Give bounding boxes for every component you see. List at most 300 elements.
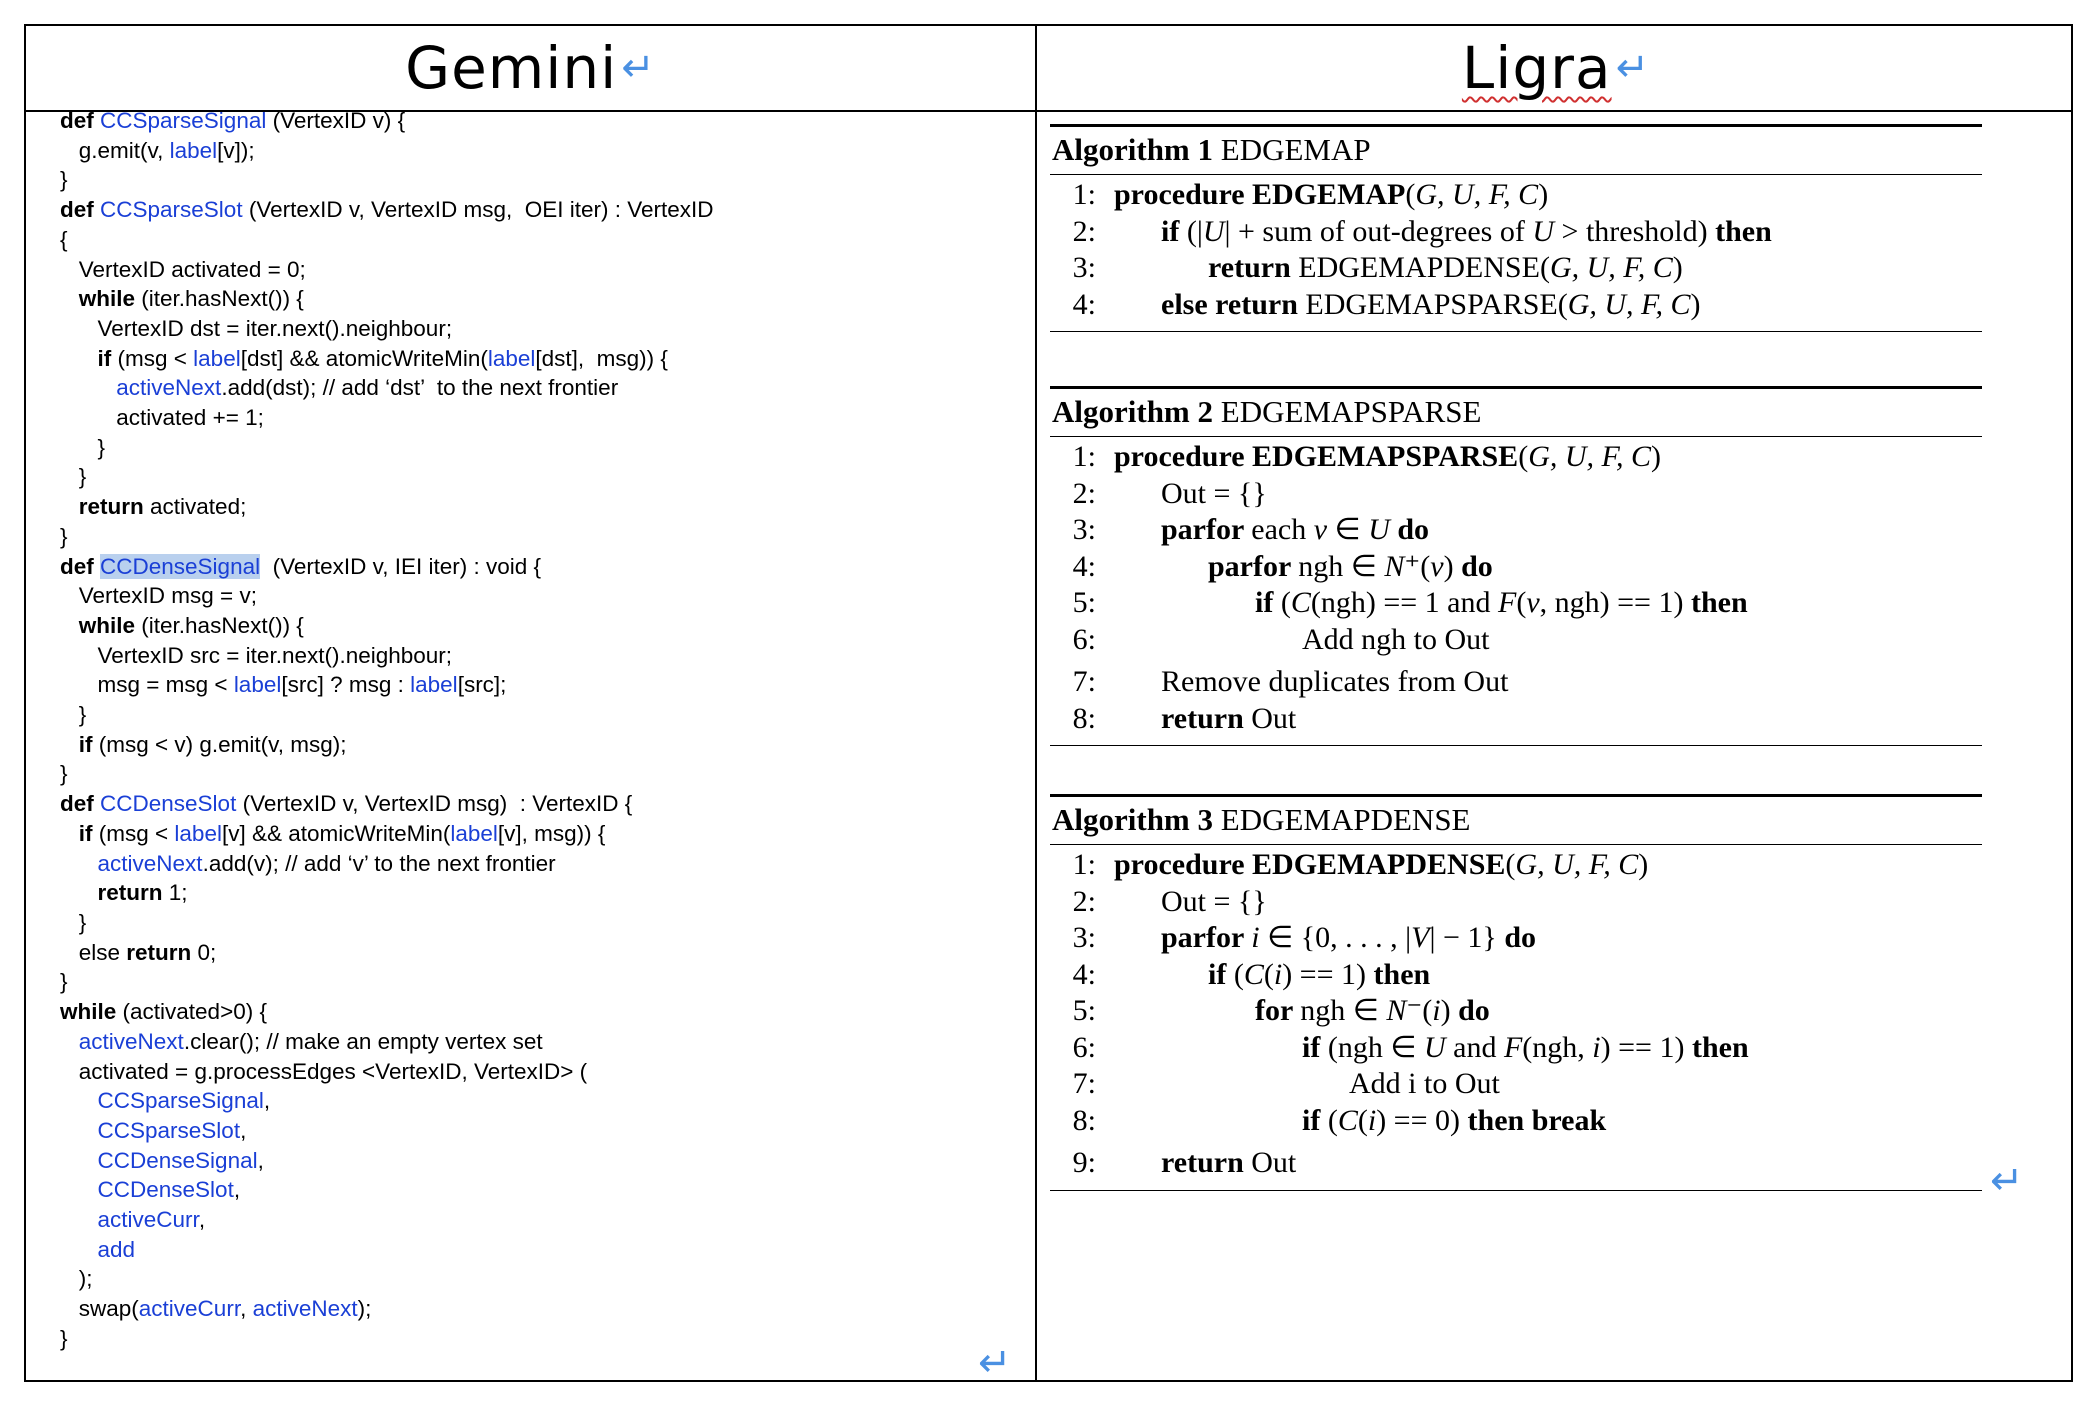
line-token: ) == 1) xyxy=(1282,957,1374,991)
line-token: C xyxy=(1290,586,1311,619)
line-token: if xyxy=(1302,1030,1328,1064)
code-token xyxy=(60,1148,98,1173)
code-token: activeNext xyxy=(252,1296,358,1322)
code-token: CCSparseSlot xyxy=(100,197,243,223)
algorithm-line xyxy=(1050,920,1982,957)
algorithm-2-box xyxy=(1050,386,1982,746)
code-token: return xyxy=(78,494,144,520)
line-number: 4: xyxy=(1072,549,1096,583)
line-body xyxy=(1114,1103,1606,1140)
algorithm-line xyxy=(1050,1145,1982,1182)
code-token: (VertexID v) { xyxy=(266,108,406,133)
line-token: ) xyxy=(1690,287,1701,321)
line-body xyxy=(1114,549,1493,586)
code-token xyxy=(60,1207,98,1232)
line-token: procedure xyxy=(1114,440,1253,473)
code-line xyxy=(60,433,1000,463)
line-token: ( xyxy=(1505,848,1516,881)
code-token: (VertexID v, VertexID msg) : VertexID { xyxy=(236,791,633,817)
line-token: then xyxy=(1691,1030,1749,1064)
line-token: Out = {} xyxy=(1161,884,1267,918)
line-token: i xyxy=(1432,994,1441,1027)
gemini-code-block xyxy=(60,106,1000,1354)
code-token: CCDenseSignal xyxy=(97,1147,258,1173)
line-token: do xyxy=(1389,513,1430,546)
code-token: CCDenseSlot xyxy=(97,1177,234,1203)
line-token: return xyxy=(1161,1146,1252,1179)
code-token: [v]); xyxy=(217,137,255,163)
code-token: while xyxy=(78,612,136,638)
code-token: label xyxy=(193,345,241,371)
code-token: ); xyxy=(60,1266,93,1292)
line-token: U xyxy=(1532,214,1555,248)
code-line xyxy=(60,1235,1000,1265)
code-line xyxy=(60,284,1000,314)
code-token: activeNext xyxy=(97,850,203,876)
line-token: i xyxy=(1273,957,1283,991)
line-token: Remove duplicates from Out xyxy=(1161,665,1509,698)
line-token: return xyxy=(1161,701,1252,735)
code-token: ); xyxy=(357,1296,372,1322)
line-body xyxy=(1114,250,1683,287)
line-token: ) == 1) xyxy=(1600,1030,1692,1064)
code-line xyxy=(60,403,1000,433)
algorithm-label: Algorithm 1 xyxy=(1052,132,1221,167)
line-number: 2: xyxy=(1072,476,1096,510)
line-body xyxy=(1114,214,1772,251)
line-token: (| xyxy=(1186,214,1203,248)
paragraph-return-icon: ↵ xyxy=(1990,1159,2024,1203)
code-token xyxy=(60,880,98,905)
line-token: U xyxy=(1202,214,1225,248)
line-token: N xyxy=(1384,549,1405,583)
code-line xyxy=(60,1205,1000,1235)
line-token: v xyxy=(1313,513,1328,546)
algorithm-lines xyxy=(1050,845,1982,1191)
algorithm-label: Algorithm 3 xyxy=(1052,802,1221,837)
line-token: i xyxy=(1367,1103,1377,1137)
line-body xyxy=(1114,920,1536,957)
code-token: label xyxy=(174,820,222,846)
code-token: (iter.hasNext()) { xyxy=(135,612,304,638)
code-token: } xyxy=(60,761,68,787)
line-token: ( xyxy=(1539,251,1550,284)
code-token: if xyxy=(78,820,93,846)
code-token: .add(dst); // add ‘dst’ to the next frontier xyxy=(221,375,619,401)
line-token: Out xyxy=(1251,1146,1297,1179)
line-token: Out = {} xyxy=(1161,476,1267,510)
line-body xyxy=(1114,1145,1296,1182)
code-token: activeCurr xyxy=(97,1207,199,1233)
code-line xyxy=(60,373,1000,403)
code-token: activeCurr xyxy=(138,1296,241,1322)
code-line xyxy=(60,1086,1000,1116)
code-token xyxy=(60,1088,98,1113)
line-token: ⁻( xyxy=(1406,994,1433,1027)
line-token: if xyxy=(1161,214,1187,248)
line-token: then xyxy=(1690,586,1748,619)
code-token: label xyxy=(410,672,458,698)
line-token: if xyxy=(1255,586,1281,619)
code-line xyxy=(60,1175,1000,1205)
code-token: } xyxy=(60,434,106,460)
code-line xyxy=(60,670,1000,700)
line-number: 5: xyxy=(1072,994,1096,1027)
line-token: U xyxy=(1368,513,1390,546)
code-token: CCSparseSignal xyxy=(97,1088,264,1114)
line-number: 3: xyxy=(1072,513,1096,546)
algorithm-line xyxy=(1050,177,1982,214)
code-line xyxy=(60,611,1000,641)
line-token: ( xyxy=(1557,287,1568,321)
code-token: activated = g.processEdges <VertexID, VertexID> ( xyxy=(60,1058,588,1084)
code-line xyxy=(60,849,1000,879)
code-token: } xyxy=(60,1325,68,1351)
code-token: .add(v); // add ‘v’ to the next frontier xyxy=(202,850,556,876)
line-token: do xyxy=(1458,994,1490,1027)
line-token: procedure xyxy=(1114,848,1253,881)
code-token: (VertexID v, VertexID msg, OEI iter) : VertexID xyxy=(242,197,714,223)
line-token: each xyxy=(1251,513,1314,546)
code-line xyxy=(60,700,1000,730)
code-line xyxy=(60,492,1000,522)
line-token: C xyxy=(1337,1103,1358,1137)
code-token: (msg < xyxy=(111,345,194,371)
line-token: return xyxy=(1208,251,1299,284)
line-token: ( xyxy=(1516,586,1527,619)
line-number: 7: xyxy=(1072,665,1096,698)
code-token: } xyxy=(60,969,68,995)
code-line xyxy=(60,908,1000,938)
code-token: 0; xyxy=(191,939,217,965)
code-token: return xyxy=(97,880,163,906)
code-token: CCSparseSlot xyxy=(97,1117,241,1143)
line-token: ( xyxy=(1280,586,1291,619)
code-token: def xyxy=(60,197,101,223)
line-token: for xyxy=(1255,994,1301,1027)
code-token: VertexID src = iter.next().neighbour; xyxy=(60,642,453,668)
algorithm-1-box xyxy=(1050,124,1982,332)
line-body xyxy=(1114,884,1267,921)
line-token: do xyxy=(1461,549,1493,583)
line-number: 2: xyxy=(1072,214,1096,248)
code-token: (iter.hasNext()) { xyxy=(135,286,304,312)
line-token: ( xyxy=(1405,178,1416,211)
code-token: activated; xyxy=(143,494,247,520)
code-token: [src]; xyxy=(457,672,507,698)
algorithm-lines xyxy=(1050,437,1982,746)
code-token: label xyxy=(169,137,218,163)
code-token: swap( xyxy=(60,1296,139,1322)
line-token: ) xyxy=(1672,251,1683,284)
algorithm-name: EDGEMAPDENSE xyxy=(1220,802,1471,837)
line-token: then xyxy=(1373,957,1431,991)
line-token: and xyxy=(1445,1030,1504,1064)
code-token xyxy=(60,1237,98,1262)
code-token: CCDenseSlot xyxy=(100,791,237,817)
line-token: ( xyxy=(1357,1103,1368,1137)
line-token: N xyxy=(1386,994,1407,1027)
code-line xyxy=(60,314,1000,344)
code-token: activated += 1; xyxy=(60,405,264,431)
code-token: CCSparseSignal xyxy=(100,108,267,133)
line-body xyxy=(1114,287,1701,324)
code-line xyxy=(60,1057,1000,1087)
code-token: , xyxy=(198,1207,206,1233)
line-token: G, U, F, C xyxy=(1528,440,1651,473)
algorithm-line xyxy=(1050,287,1982,324)
algorithm-line xyxy=(1050,993,1982,1030)
algorithm-line xyxy=(1050,664,1982,701)
code-line xyxy=(60,641,1000,671)
line-token: ) xyxy=(1440,994,1459,1027)
code-token: while xyxy=(78,286,136,312)
code-token: } xyxy=(60,523,68,549)
code-token: (msg < v) g.emit(v, msg); xyxy=(92,731,347,757)
line-token: EDGEMAPSPARSE xyxy=(1252,440,1519,473)
header-gemini xyxy=(26,26,1035,110)
paragraph-return-icon: ↵ xyxy=(978,1341,1012,1385)
code-token: [v] && atomicWriteMin( xyxy=(221,820,451,846)
algorithm-line xyxy=(1050,476,1982,513)
algorithm-line xyxy=(1050,439,1982,476)
line-token: ∈ {0, . . . , | xyxy=(1259,921,1412,954)
paragraph-return-icon: ↵ xyxy=(621,45,656,91)
algorithm-line xyxy=(1050,1066,1982,1103)
line-body xyxy=(1114,622,1490,659)
line-number: 6: xyxy=(1072,622,1096,656)
code-token: } xyxy=(60,167,68,193)
line-token: if xyxy=(1208,957,1234,991)
line-token: U xyxy=(1423,1030,1446,1064)
line-token: Add ngh to Out xyxy=(1302,622,1490,656)
algorithm-name: EDGEMAPSPARSE xyxy=(1220,394,1482,429)
line-token: Out xyxy=(1251,701,1297,735)
code-token xyxy=(60,613,79,638)
line-number: 1: xyxy=(1072,440,1096,473)
code-token: label xyxy=(450,820,498,846)
line-token: i xyxy=(1592,1030,1601,1064)
code-line xyxy=(60,255,1000,285)
code-line xyxy=(60,878,1000,908)
line-token: > threshold) xyxy=(1554,214,1716,248)
code-line xyxy=(60,1146,1000,1176)
line-token: ) xyxy=(1443,549,1462,583)
line-token: ∈ xyxy=(1327,513,1369,546)
line-number: 1: xyxy=(1072,178,1096,211)
line-body xyxy=(1114,847,1648,884)
code-token: VertexID msg = v; xyxy=(60,583,257,609)
code-line xyxy=(60,344,1000,374)
code-token: msg = msg < xyxy=(60,672,234,698)
code-token: def xyxy=(60,791,101,817)
paragraph-return-icon: ↵ xyxy=(1615,45,1651,91)
line-number: 7: xyxy=(1072,1067,1096,1100)
header-ligra xyxy=(1037,26,2075,110)
code-line xyxy=(60,1264,1000,1294)
code-token: (activated>0) { xyxy=(116,999,267,1025)
code-token: 1; xyxy=(162,880,188,906)
line-number: 6: xyxy=(1072,1030,1096,1064)
line-token: F xyxy=(1497,586,1517,619)
code-line xyxy=(60,1324,1000,1354)
code-token: , xyxy=(263,1088,271,1114)
line-token: ) xyxy=(1538,178,1549,211)
line-token: then xyxy=(1715,214,1772,248)
code-line xyxy=(60,552,1000,582)
line-token: (ngh ∈ xyxy=(1327,1030,1424,1064)
code-token: [src] ? msg : xyxy=(281,672,411,698)
code-token: [dst] && atomicWriteMin( xyxy=(240,345,488,371)
code-token xyxy=(60,375,116,400)
line-number: 8: xyxy=(1072,1103,1096,1137)
line-token: ( xyxy=(1233,957,1244,991)
algorithm-name: EDGEMAP xyxy=(1220,132,1371,167)
line-number: 4: xyxy=(1072,287,1096,321)
code-token: if xyxy=(78,731,93,757)
algorithm-line xyxy=(1050,1103,1982,1140)
code-line xyxy=(60,1294,1000,1324)
code-token xyxy=(60,1118,98,1143)
code-token: .clear(); // make an empty vertex set xyxy=(183,1028,543,1054)
code-token: label xyxy=(487,345,536,371)
line-token: parfor xyxy=(1208,549,1299,583)
line-body xyxy=(1114,993,1490,1030)
algorithm-line xyxy=(1050,847,1982,884)
line-number: 3: xyxy=(1072,251,1096,284)
code-token: def xyxy=(60,108,101,133)
line-token: parfor xyxy=(1161,921,1252,954)
code-line xyxy=(60,1027,1000,1057)
algorithm-line xyxy=(1050,250,1982,287)
line-token: if xyxy=(1302,1103,1328,1137)
line-body xyxy=(1114,664,1508,701)
code-token: } xyxy=(60,464,87,490)
code-line xyxy=(60,967,1000,997)
code-token xyxy=(60,494,79,519)
code-token: , xyxy=(240,1296,253,1322)
line-body xyxy=(1114,476,1267,513)
code-token: return xyxy=(126,939,192,965)
algorithm-line xyxy=(1050,957,1982,994)
code-line xyxy=(60,106,1000,136)
algorithm-line xyxy=(1050,701,1982,738)
code-line xyxy=(60,522,1000,552)
line-token: G, U, F, C xyxy=(1515,848,1639,881)
line-number: 9: xyxy=(1072,1146,1096,1179)
code-token: activeNext xyxy=(116,375,222,401)
code-line xyxy=(60,195,1000,225)
line-token: G, U, F, C xyxy=(1415,178,1539,211)
code-token: VertexID dst = iter.next().neighbour; xyxy=(60,315,453,341)
line-token: Add i to Out xyxy=(1349,1067,1500,1100)
code-token: if xyxy=(97,345,112,371)
line-number: 1: xyxy=(1072,848,1096,881)
code-token: , xyxy=(233,1177,241,1203)
line-number: 5: xyxy=(1072,586,1096,619)
line-token: (ngh) == 1 and xyxy=(1310,586,1498,619)
code-token: } xyxy=(60,909,87,935)
line-token: then break xyxy=(1467,1103,1607,1137)
line-token: ) == 0) xyxy=(1376,1103,1468,1137)
line-token: v xyxy=(1430,549,1444,583)
algorithm-3-box xyxy=(1050,794,1982,1191)
line-token: ⁺( xyxy=(1404,549,1431,583)
line-token: v xyxy=(1526,586,1540,619)
code-token: add xyxy=(97,1236,136,1262)
code-token xyxy=(60,286,79,311)
line-body xyxy=(1114,701,1296,738)
line-token: ) xyxy=(1651,440,1661,473)
algorithm-title xyxy=(1050,794,1982,845)
code-token: (VertexID v, IEI iter) : void { xyxy=(260,553,542,579)
code-token: { xyxy=(60,226,68,252)
algorithm-line xyxy=(1050,622,1982,659)
code-token: activeNext xyxy=(78,1028,184,1054)
line-token: parfor xyxy=(1161,513,1252,546)
line-token: ngh ∈ xyxy=(1298,549,1385,583)
code-token xyxy=(60,821,79,846)
line-token: ( xyxy=(1327,1103,1338,1137)
line-token: ( xyxy=(1518,440,1529,473)
code-token: (msg < xyxy=(92,820,175,846)
line-token: EDGEMAPSPARSE xyxy=(1305,287,1558,321)
line-number: 4: xyxy=(1072,957,1096,991)
code-token: [v], msg)) { xyxy=(497,820,606,846)
line-body xyxy=(1114,1066,1500,1103)
code-line xyxy=(60,225,1000,255)
line-body xyxy=(1114,957,1430,994)
line-token: | + sum of out-degrees of xyxy=(1224,214,1533,248)
code-line xyxy=(60,462,1000,492)
code-token xyxy=(60,851,98,876)
algorithm-title xyxy=(1050,386,1982,437)
code-line xyxy=(60,819,1000,849)
column-divider xyxy=(1035,26,1037,1380)
line-token: V xyxy=(1411,921,1430,954)
line-token: EDGEMAPDENSE xyxy=(1252,848,1506,881)
code-line xyxy=(60,1116,1000,1146)
line-token: i xyxy=(1251,921,1260,954)
algorithm-title xyxy=(1050,124,1982,175)
code-line xyxy=(60,165,1000,195)
code-token: def xyxy=(60,553,101,579)
header-ligra-label: Ligra xyxy=(1461,34,1612,102)
line-number: 8: xyxy=(1072,701,1096,735)
line-token: ( xyxy=(1263,957,1274,991)
line-token: | − 1} xyxy=(1429,921,1505,954)
algorithm-line xyxy=(1050,214,1982,251)
code-token xyxy=(60,1177,98,1202)
algorithm-label: Algorithm 2 xyxy=(1052,394,1221,429)
code-line xyxy=(60,938,1000,968)
line-token: G, U, F, C xyxy=(1549,251,1673,284)
line-token: G, U, F, C xyxy=(1567,287,1691,321)
line-number: 3: xyxy=(1072,921,1096,954)
algorithm-line xyxy=(1050,549,1982,586)
line-token: do xyxy=(1504,921,1536,954)
code-token xyxy=(60,1029,79,1054)
line-body xyxy=(1114,512,1429,549)
code-line xyxy=(60,759,1000,789)
header-gemini-label: Gemini xyxy=(405,34,618,102)
line-token: F xyxy=(1503,1030,1523,1064)
line-token: else return xyxy=(1161,287,1306,321)
algorithm-line xyxy=(1050,512,1982,549)
line-token: , ngh) == 1) xyxy=(1539,586,1691,619)
algorithm-line xyxy=(1050,884,1982,921)
code-token: while xyxy=(60,999,117,1025)
